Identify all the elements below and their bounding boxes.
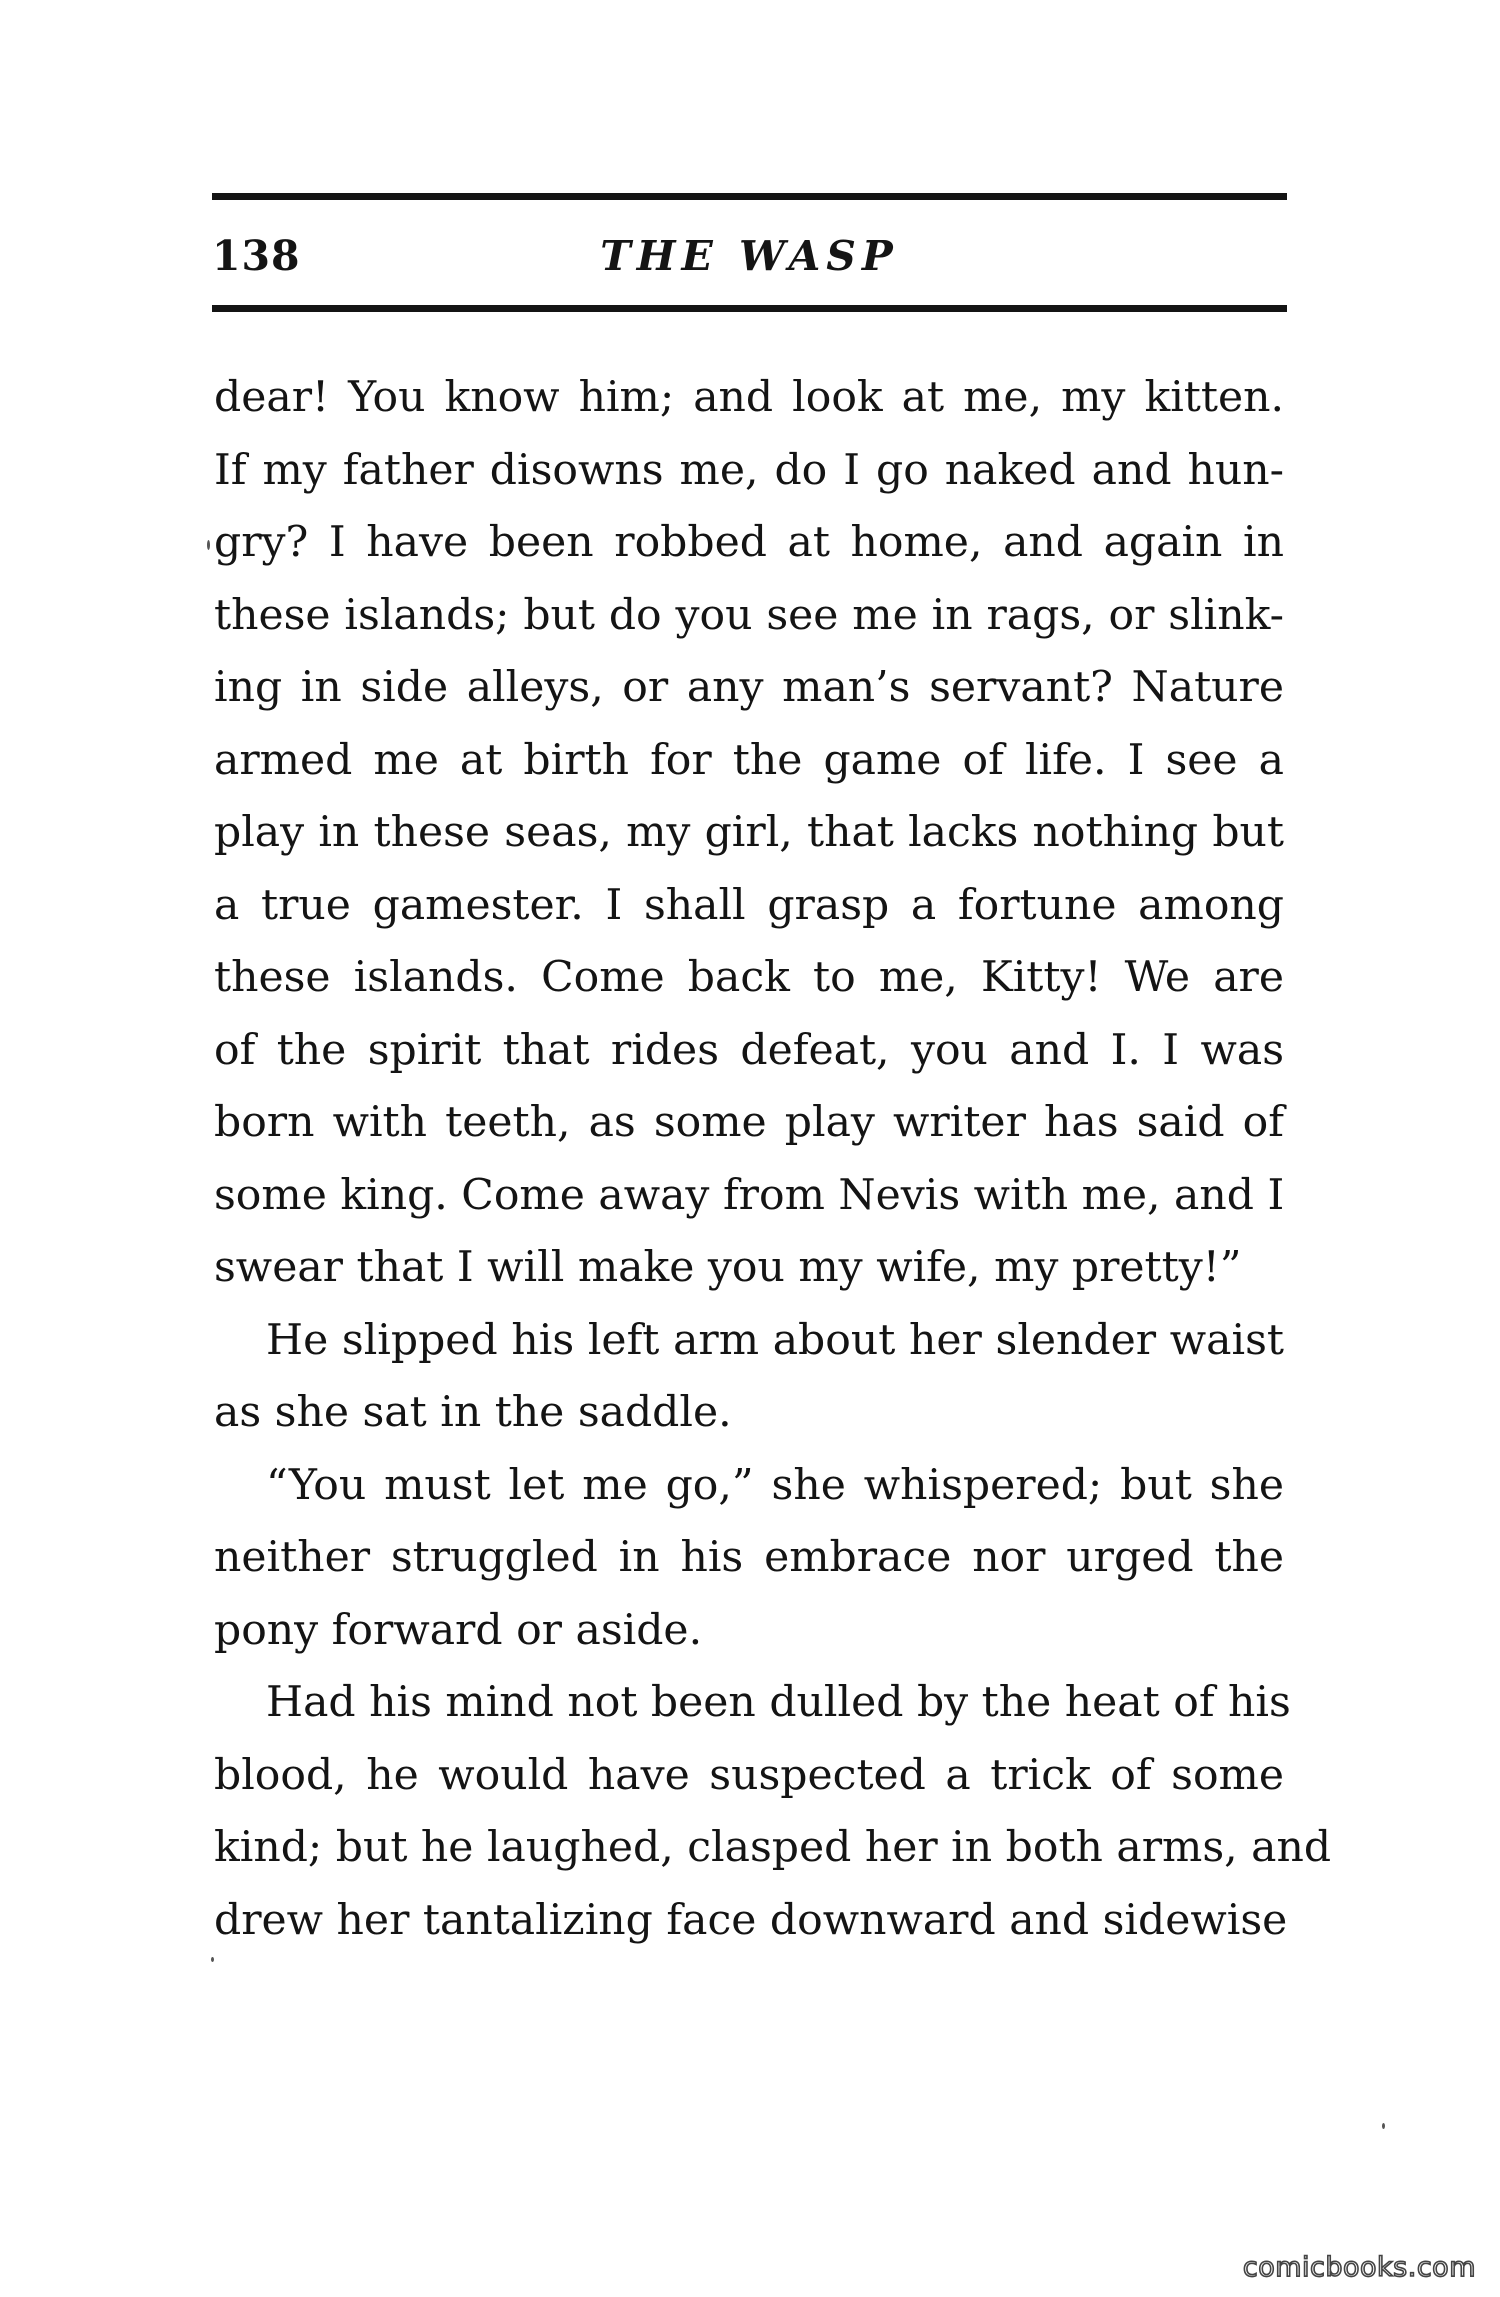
running-head [212,226,1287,286]
text-line: these islands. Come back to me, Kitty! We are [214,953,1284,1002]
text-line: swear that I will make you my wife, my pretty!” [214,1243,1242,1292]
print-speck [211,1957,214,1962]
text-line: dear! You know him; and look at me, my kitten. [214,373,1284,422]
text-line: blood, he would have suspected a trick of some [214,1750,1284,1800]
running-title: THE WASP [600,232,899,280]
text-line: He slipped his left arm about her slender waist [266,1315,1284,1365]
text-line: neither struggled in his embrace nor urged the [214,1533,1284,1582]
body-text [214,362,1332,1957]
header-top-rule [212,193,1287,200]
header-bottom-rule [212,305,1287,312]
text-line: ing in side alleys, or any man’s servant? Nature [214,663,1284,712]
text-line: kind; but he laughed, clasped her in both arms, and [214,1823,1332,1872]
text-line: If my father disowns me, do I go naked and hun- [214,445,1284,495]
watermark: comicbooks.com [1242,2252,1476,2283]
text-line: a true gamester. I shall grasp a fortune among [214,880,1284,930]
text-line: as she sat in the saddle. [214,1388,732,1437]
text-line: armed me at birth for the game of life. I see a [214,735,1284,785]
text-line: play in these seas, my girl, that lacks nothing but [214,808,1284,857]
print-speck [207,540,210,550]
text-line: these islands; but do you see me in rags, or slink- [214,590,1284,640]
page-number: 138 [212,232,301,280]
text-line: pony forward or aside. [214,1605,703,1655]
text-line: of the spirit that rides defeat, you and I. I was [214,1025,1284,1075]
print-speck [1382,2123,1385,2129]
text-line: gry? I have been robbed at home, and again in [214,518,1284,567]
text-line: born with teeth, as some play writer has said of [214,1098,1284,1147]
text-line: drew her tantalizing face downward and sidewise [214,1895,1288,1945]
text-line: some king. Come away from Nevis with me, and I [214,1170,1285,1220]
text-line: “You must let me go,” she whispered; but she [266,1460,1284,1510]
text-line: Had his mind not been dulled by the heat of his [266,1678,1291,1727]
